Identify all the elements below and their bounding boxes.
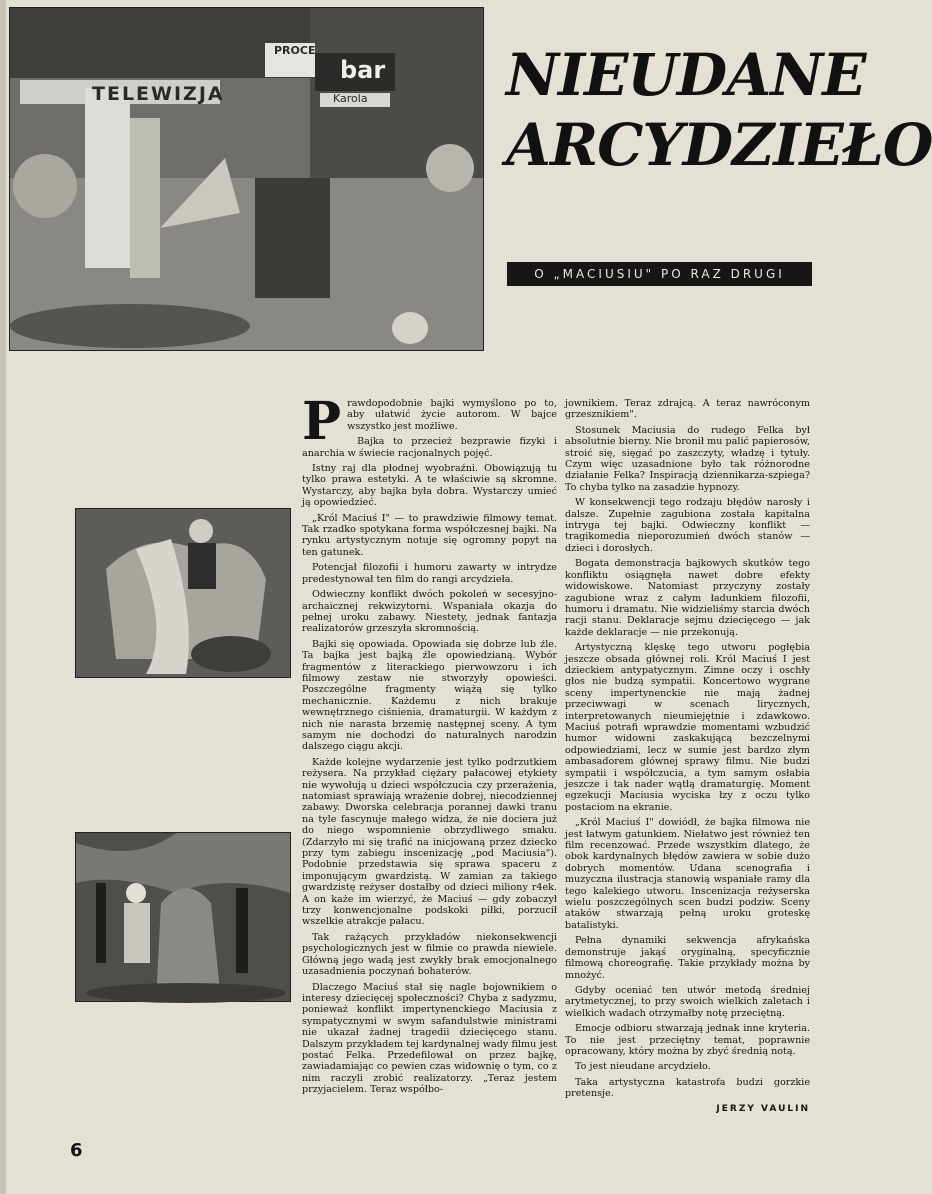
subtitle-bar: [507, 262, 812, 286]
photo-throne: [75, 508, 291, 678]
paragraph: Tak rażących przykładów niekonsekwencji psychologicznych jest w filmie co prawda niewiele. Główną jego wadą jest zwykły brak emocjonalnego uzasadnienia poczynań bohaterów.: [302, 931, 557, 978]
page-number: 6: [70, 1140, 83, 1161]
photo-street-scene: [9, 7, 484, 351]
sign-telewizja: TELEWIZJA: [92, 83, 225, 105]
sign-proce: PROCE: [274, 44, 316, 57]
paragraph: Artystyczną klęskę tego utworu pogłębia jeszcze obsada głównej roli. Król Maciuś I jest dzieckiem antypatycznym. Zimne oczy i oschły głos nie budzą sympatii. Koncertowo wygrane sceny impertynenckie nie mają żadnej przeciwwagi w scenach lirycznych, interpretowanych nieumiejętnie i zdawkowo. Maciuś potrafi wprawdzie momentami wzbudzić humor widowni zaskakującą bezczelnymi odpowiedziami, lecz w sumie jest bardzo złym ambasadorem głównej sprawy filmu. Nie budzi sympatii i współczucia, a tym samym osłabia jeszcze i tak nader wątłą dramaturgię. Moment egzekucji Maciusia wyciska łzy z oczu tylko postaciom na ekranie.: [565, 642, 810, 813]
paragraph: „Król Maciuś I" — to prawdziwie filmowy temat. Tak rzadko spotykana forma współczesnej bajki. Na rynku artystycznym notuje się ogromny popyt na ten gatunek.: [302, 512, 557, 558]
paragraph: rawdopodobnie bajki wymyślono po to, aby ułatwić życie autorom. W bajce wszystko jest możliwe.: [347, 398, 557, 432]
paragraph: Pełna dynamiki sekwencja afrykańska demonstruje jakąś oryginalną, specyficznie filmową choreografię. Takie przykłady można by mnożyć.: [565, 935, 810, 981]
photo-dance-drawing: [76, 833, 290, 1001]
paragraph: Istny raj dla płodnej wyobraźni. Obowiązują tu tylko prawa estetyki. A te właściwie są skromne. Wystarczy, aby bajka była dobra. Wystarczy umieć ją opowiedzieć.: [302, 463, 557, 509]
paragraph: jownikiem. Teraz zdrajcą. A teraz nawróconym grzesznikiem".: [565, 398, 810, 421]
paragraph: Każde kolejne wydarzenie jest tylko podrzutkiem reżysera. Na przykład ciężary pałacowej etykiety nie wywołują u dzieci współczucia czy przerażenia, natomiast sprawiają wrażenie dobrej, niecodziennej zabawy. Dworska celebracja porannej dawki tranu na tyle fascynuje małego widza, że nie dociera już do niego wspomnienie obrzydliwego smaku. (Zdarzyło mi się trafić na inicjowaną przez dziecko przy tym zabiegu inscenizację „pod Maciusia"). Podobnie przedstawia się sprawa spaceru z imponującym gwardzistą. W zamian za takiego gwardzistę reżyser dostałby od dzieci miliony r4ek. A on każe im wierzyć, że Maciuś — gdy zobaczył trzy konwencjonalne podskoki piłki, porzucił wszelkie atrakcje pałacu.: [302, 756, 557, 928]
photo-throne-drawing: [76, 509, 290, 677]
paragraph: Stosunek Maciusia do rudego Felka był absolutnie bierny. Nie bronił mu palić papierosów, stroić się, sięgać po zaszczyty, władzę i tytuły. Czym więc uzasadnione było tak różnorodne działanie Felka? Inspiracją dziennikarza-szpiega? To chyba tylko na zasadzie hypnozy.: [565, 424, 810, 493]
article-column-1: [302, 391, 557, 1133]
paragraph: „Król Maciuś I" dowiódł, że bajka filmowa nie jest łatwym gatunkiem. Niełatwo jest również ten film recenzować. Przede wszystkim dlatego, że obok kardynalnych błędów zawiera w sobie dużo dobrych momentów. Udana scenografia i muzyczna ilustracja stanowią wspaniałe ramy dla tego kalekiego utworu. Inscenizacja reżyserska wielu poszczególnych scen budzi podziw. Sceny ataków stwarzają pełną uroku groteskę batalistyki.: [565, 817, 810, 931]
sign-karola: Karola: [333, 92, 368, 105]
paragraph: Dlaczego Maciuś stał się nagle bojownikiem o interesy dziecięcej społeczności? Chyba z sadyzmu, ponieważ konflikt impertynenckiego Maciusia z sympatycznymi w swym safandulstwie ministrami nie ukazał żadnej tragedii dziecięcego stanu. Dalszym przykładem tej kardynalnej wady filmu jest postać Felka. Przedefilował on przez bajkę, zawiadamiając co pewien czas widownię o tym, co z nim raczyli zrobić realizatorzy. „Teraz jestem przyjacielem. Teraz współbo-: [302, 981, 557, 1096]
paragraph: Bajki się opowiada. Opowiada się dobrze lub źle. Ta bajka jest bajką źle opowiedzianą. Wybór fragmentów z literackiego pierwowzoru i ich filmowy zestaw nie stworzyły opowieści. Poszczególne fragmenty wiążą się tylko mechanicznie. Każdemu z nich brakuje wewnętrznego ciśnienia, dramaturgii. W każdym z nich nie narasta brzemię następnej sceny. A tym samym nie dochodzi do naturalnych narodzin dalszego ciągu akcji.: [302, 638, 557, 753]
paragraph: Taka artystyczna katastrofa budzi gorzkie pretensje.: [565, 1076, 810, 1100]
article-column-2: [565, 398, 810, 1133]
title-line-1: NIEUDANE: [506, 41, 866, 109]
article-title: [506, 40, 932, 180]
title-line-2: ARCYDZIEŁO: [506, 111, 932, 179]
paragraph: Gdyby oceniać ten utwór metodą średniej arytmetycznej, to przy swoich wielkich zaletach i wielkich wadach otrzymałby notę przeciętną.: [565, 984, 810, 1019]
sign-bar: bar: [340, 56, 386, 84]
subtitle-text: O „MACIUSIU" PO RAZ DRUGI: [534, 267, 785, 281]
paragraph: Bogata demonstracja bajkowych skutków tego konfliktu osiągnęła nawet dobre efekty widowiskowe. Natomiast przyczyny zostały zagubione wraz z całym ładunkiem filozofii, humoru i dramatu. Nie widzieliśmy starcia dwóch racji stanu. Deklaracje sejmu dziecięcego — jak każde deklaracje — nie przekonują.: [565, 558, 810, 638]
author-signature: JERZY VAULIN: [716, 1103, 810, 1114]
paragraph: Bajka to przecież bezprawie fizyki i anarchia w świecie racjonalnych pojęć.: [302, 436, 557, 459]
page-edge: [0, 0, 6, 1194]
paragraph: W konsekwencji tego rodzaju błędów narosły i dalsze. Zupełnie zagubiona została kapitalna intryga tej bajki. Odwieczny konflikt — tragikomedia nieporozumień dwóch stanów — dzieci i dorosłych.: [565, 497, 810, 554]
paragraph: Potencjał filozofii i humoru zawarty w intrydze predestynował ten film do rangi arcydzieła.: [302, 562, 557, 585]
paragraph: Emocje odbioru stwarzają jednak inne kryteria. To nie jest przeciętny temat, poprawnie opracowany, który można by zbyć średnią notą.: [565, 1023, 810, 1057]
paragraph: Odwieczny konflikt dwóch pokoleń w secesyjno-archaicznej rekwizytorni. Wspaniała okazja do pełnej uroku zabawy. Niestety, jednak fantazja realizatorów grzeszyła skromnością.: [302, 589, 557, 635]
photo-street-scene-drawing: [10, 8, 483, 350]
photo-dance: [75, 832, 291, 1002]
paragraph: To jest nieudane arcydzieło.: [575, 1061, 711, 1073]
drop-cap: P: [302, 391, 342, 452]
